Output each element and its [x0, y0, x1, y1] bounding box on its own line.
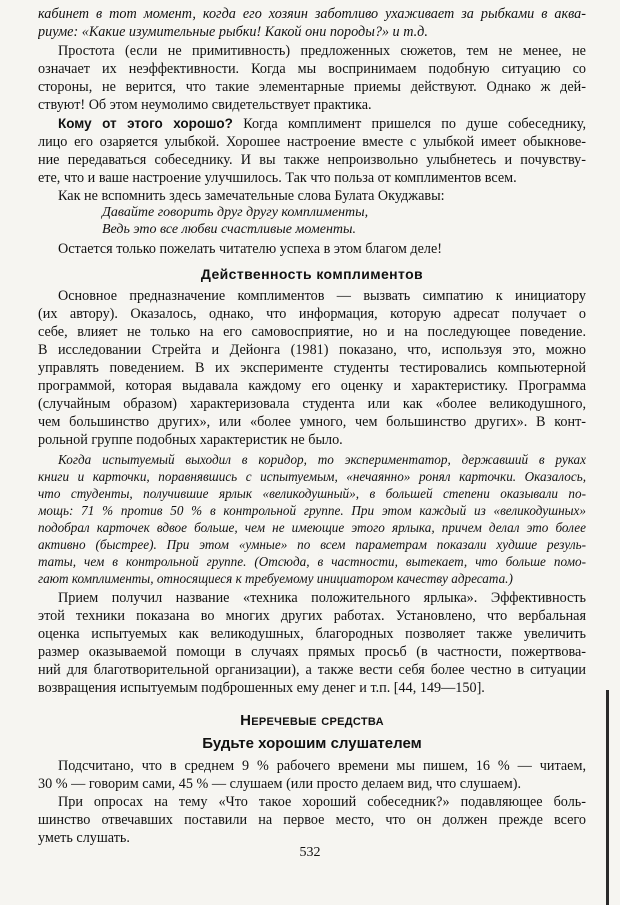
italic-line: гают комплименты, относящиеся к требуемому инициатором качеству адресата.) — [38, 571, 513, 586]
text-line: ний для благотворительной организации), а также вести себя более честно в ситуации — [38, 662, 586, 678]
italic-line: таты, чем в контрольной группе. (Отсюда, в частности, вытекает, что больше помо- — [38, 554, 586, 569]
text-line: риуме: «Какие изумительные рыбки! Какой они породы?» и т.д. — [38, 24, 428, 40]
text-line: Прием получил название «техника положительного ярлыка». Эффективность — [58, 590, 586, 606]
text-line: Подсчитано, что в среднем 9 % рабочего времени мы пишем, 16 % — читаем, — [58, 758, 586, 774]
italic-line: активно (быстрее). При этом «умные» по всем параметрам показали худшие резуль- — [38, 537, 586, 552]
text-line: себе, влияет не только на его самовосприятие, но и на последующее поведение. — [38, 324, 586, 340]
text-line: чем большинство других», или «более умного, чем большинство других». В конт- — [38, 414, 586, 430]
text-line: управлять поведением. В их эксперименте студенты тестировались компьютерной — [38, 360, 586, 376]
subsection-heading: Будьте хорошим слушателем — [202, 735, 422, 752]
italic-line: мощь: 71 % против 50 % в контрольной группе. При этом каждый из «великодушных» — [38, 503, 586, 518]
text-line: кабинет в тот момент, когда его хозяин заботливо ухаживает за рыбками в аква- — [38, 6, 586, 22]
runin-heading: Кому от этого хорошо? — [58, 116, 233, 131]
chapter-heading: Неречевые средства — [240, 712, 384, 729]
text-line: уметь слушать. — [38, 830, 130, 846]
text-line: рольной группе подобных характеристик не было. — [38, 432, 343, 448]
italic-line: Когда испытуемый выходил в коридор, то экспериментатор, державший в руках — [58, 452, 586, 467]
text-line: размер оказываемой помощи в случаях прямых просьб (в частности, пожертвова- — [38, 644, 586, 660]
text-line: ствуют! Об этом неумолимо свидетельствует практика. — [38, 97, 372, 113]
text-line: При опросах на тему «Что такое хороший собеседник?» подавляющее боль- — [58, 794, 586, 810]
text-line: программой, которая выдавала каждому его оценку и характеристику. Программа — [38, 378, 586, 394]
text-line: (случайным образом) характеризовала студента или как «более великодушного, — [38, 396, 586, 412]
text-line: (их автору). Оказалось, однако, что информация, которую адресат получает о — [38, 306, 586, 322]
text-line: шинство отвечавших поставили на первое место, что он должен прежде всего — [38, 812, 586, 828]
text-line: 30 % — говорим сами, 45 % — слушаем (или просто делаем вид, что слушаем). — [38, 776, 522, 792]
section-heading: Действенность комплиментов — [200, 266, 424, 282]
text-line: оценка испытуемых как великодушных, благородных позволяет также увеличить — [38, 626, 586, 642]
text-line: означает их неэффективности. Когда мы воспринимаем подобную ситуацию со — [38, 61, 586, 77]
page-number: 532 — [299, 845, 321, 860]
who-benefits-line — [38, 115, 586, 133]
text-line: лицо его озаряется улыбкой. Хорошее настроение вместе с улыбкой имеет обыкнове- — [38, 134, 586, 150]
text-line: ние передаваться собеседнику. И вы также непроизвольно улыбнетесь и почувству- — [38, 152, 586, 168]
text-line: возвращения испытуемым подброшенных ему денег и т.п. [44, 149—150]. — [38, 680, 485, 696]
italic-line: подобрал карточек вдвое больше, чем не имеющие этого ярлыка, причем делал это более — [38, 520, 586, 535]
text-line: стороны, не верится, что такие элементарные приемы действуют. Однако ж дей- — [38, 79, 586, 95]
text-line: ете, что и ваше настроение улучшилось. Так что польза от комплиментов всем. — [38, 170, 517, 186]
italic-line: книги и карточки, поравнявшись с испытуемым, «нечаянно» ронял карточки. Оказалось, — [38, 469, 586, 484]
text-line: Как не вспомнить здесь замечательные слова Булата Окуджавы: — [58, 188, 445, 204]
text-fragment: Когда комплимент пришелся по душе собеседнику, — [232, 116, 586, 132]
text-line: В исследовании Стрейта и Дейонга (1981) показано, что, используя это, можно — [38, 342, 586, 358]
italic-line: что студенты, получившие ярлык «великодушный», в большей степени оказывали по- — [38, 486, 586, 501]
verse-line: Давайте говорить друг другу комплименты, — [102, 205, 369, 220]
text-line: Простота (если не примитивность) предложенных сюжетов, тем не менее, не — [58, 43, 586, 59]
text-line: этой техники показана во многих других работах. Установлено, что вербальная — [38, 608, 586, 624]
text-line: Основное предназначение комплиментов — вызвать симпатию к инициатору — [58, 288, 586, 304]
page-edge-shadow — [606, 690, 609, 905]
text-line: Остается только пожелать читателю успеха в этом благом деле! — [58, 241, 442, 257]
verse-line: Ведь это все любви счастливые моменты. — [102, 222, 357, 237]
